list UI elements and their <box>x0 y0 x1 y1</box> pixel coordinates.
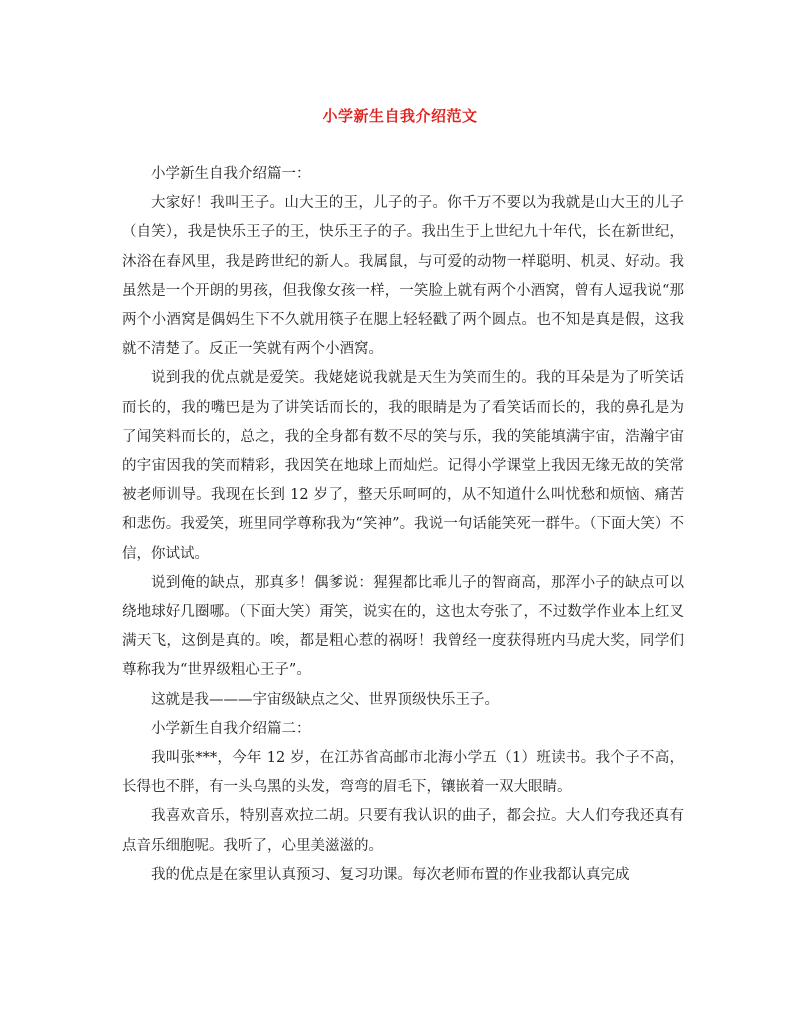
paragraph: 这就是我———宇宙级缺点之父、世界顶级快乐王子。 <box>151 691 499 708</box>
document-title: 小学新生自我介绍范文 <box>322 107 478 125</box>
paragraph: 我的优点是在家里认真预习、复习功课。每次老师布置的作业我都认真完成 <box>151 866 630 883</box>
document-body <box>122 160 684 890</box>
paragraph: 说到我的优点就是爱笑。我姥姥说我就是天生为笑而生的。我的耳朵是为了听笑话而长的，我的嘴巴是为了讲笑话而长的，我的眼睛是为了看笑话而长的，我的鼻孔是为了闻笑料而长的，总之，我的全身都有数不尽的笑与乐，我的笑能填满宇宙，浩瀚宇宙的宇宙因我的笑而精彩，我因笑在地球上而灿烂。记得小学课堂上我因无缘无故的笑常被老师训导。我现在长到 12 岁了，整天乐呵呵的，从不知道什么叫忧愁和烦恼、痛苦和悲伤。我爱笑，班里同学尊称我为“笑神”。我说一句话能笑死一群牛。（下面大笑）不信，你试试。 <box>122 370 684 562</box>
paragraph: 说到俺的缺点，那真多！偶爹说：猩猩都比乖儿子的智商高，那浑小子的缺点可以绕地球好几圈哪。（下面大笑）甭笑，说实在的，这也太夸张了，不过数学作业本上红叉满天飞，这倒是真的。唉，都是粗心惹的祸呀！我曾经一度获得班内马虎大奖，同学们尊称我为“世界级粗心王子”。 <box>122 574 684 679</box>
paragraph: 我叫张***，今年 12 岁，在江苏省高邮市北海小学五（1）班读书。我个子不高，长得也不胖，有一头乌黑的头发，弯弯的眉毛下，镶嵌着一双大眼睛。 <box>122 750 684 796</box>
section-heading: 小学新生自我介绍篇一： <box>151 166 311 182</box>
section-heading: 小学新生自我介绍篇二： <box>151 720 311 737</box>
paragraph: 大家好！我叫王子。山大王的王，儿子的子。你千万不要以为我就是山大王的儿子（自笑），我是快乐王子的王，快乐王子的子。我出生于上世纪九十年代，长在新世纪，沐浴在春风里，我是跨世纪的新人。我属鼠，与可爱的动物一样聪明、机灵、好动。我虽然是一个开朗的男孩，但我像女孩一样，一笑脸上就有两个小酒窝，曾有人逗我说“那两个小酒窝是偶妈生下不久就用筷子在腮上轻轻戳了两个圆点。也不知是真是假，这我就不清楚了。反正一笑就有两个小酒窝。 <box>122 195 684 358</box>
paragraph: 我喜欢音乐，特别喜欢拉二胡。只要有我认识的曲子，都会拉。大人们夸我还真有点音乐细胞呢。我听了，心里美滋滋的。 <box>122 808 684 854</box>
